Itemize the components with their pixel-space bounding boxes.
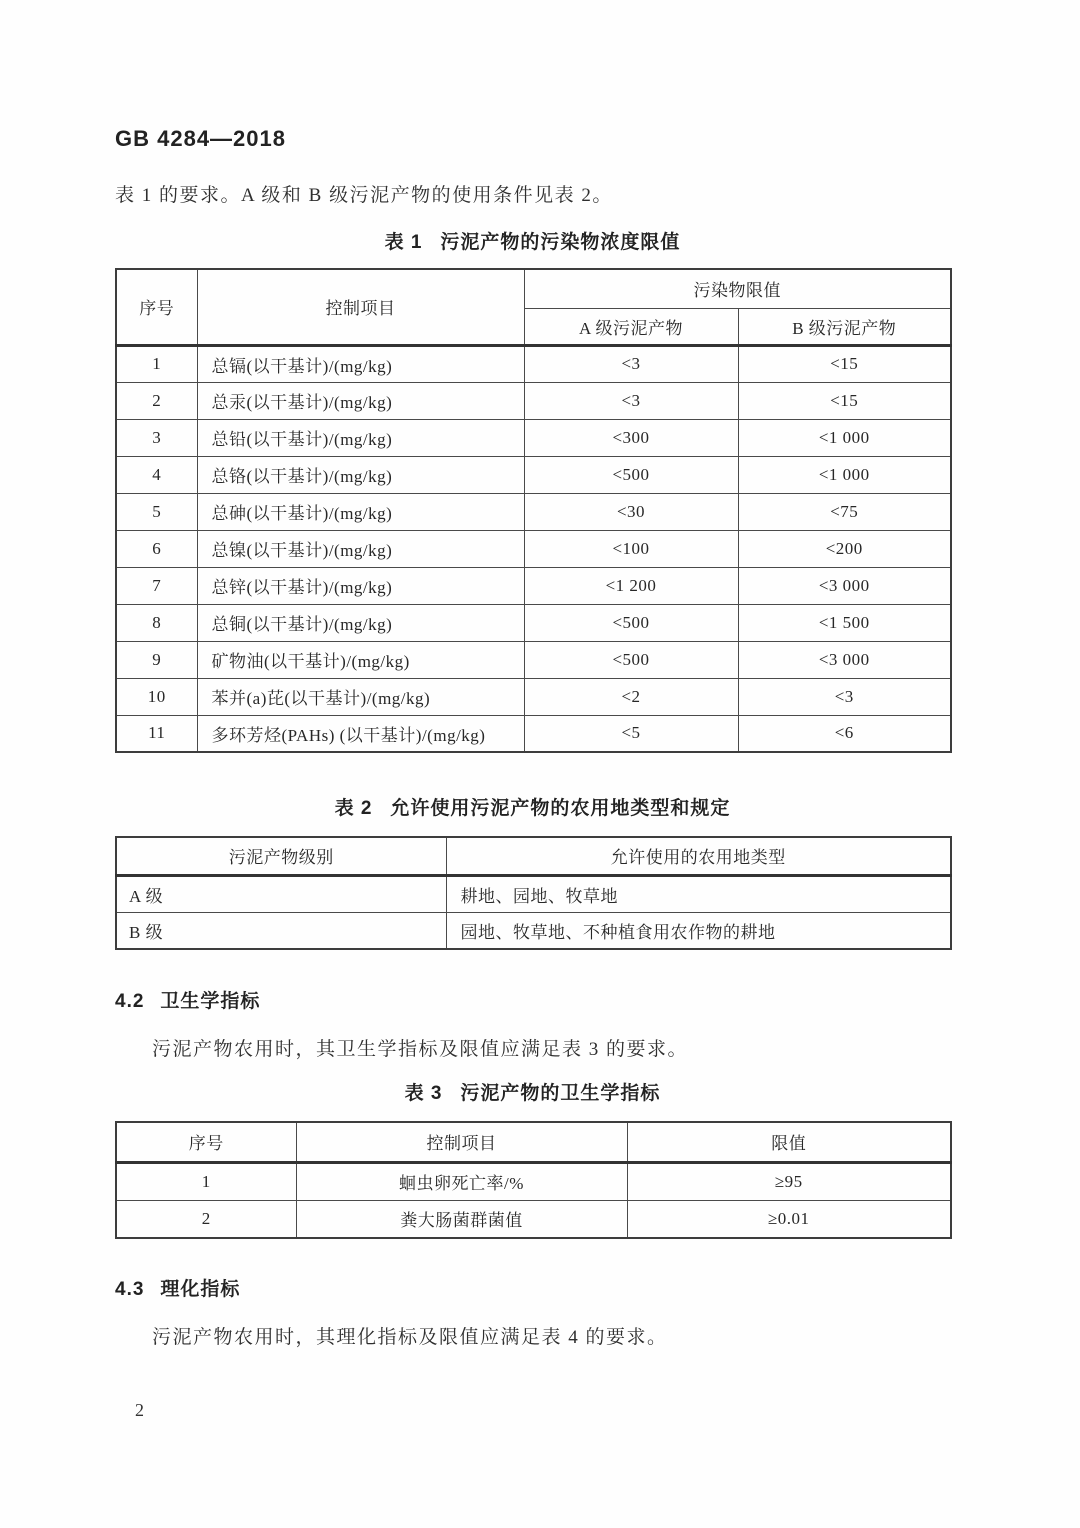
- table-row: [116, 382, 951, 419]
- table1-caption: [115, 227, 950, 254]
- cell-no: 8: [116, 604, 197, 641]
- cell-limit: ≥0.01: [627, 1200, 951, 1238]
- cell-class-a: <3: [524, 345, 738, 382]
- section-number: 4.3: [115, 1279, 145, 1300]
- doc-code: GB 4284—2018: [115, 126, 286, 151]
- cell-item: 总汞(以干基计)/(mg/kg): [197, 382, 524, 419]
- cell-class-a: <500: [524, 604, 738, 641]
- section-title: 卫生学指标: [160, 991, 261, 1012]
- table-row: [116, 715, 951, 752]
- cell-class-b: <3: [738, 678, 951, 715]
- cell-land: 耕地、园地、牧草地: [446, 875, 951, 912]
- header-item: 控制项目: [296, 1122, 627, 1162]
- header-class-a: A 级污泥产物: [524, 308, 738, 345]
- table-row: [116, 1200, 951, 1238]
- cell-item: 总砷(以干基计)/(mg/kg): [197, 493, 524, 530]
- cell-class-a: <500: [524, 641, 738, 678]
- intro-paragraph: 表 1 的要求。A 级和 B 级污泥产物的使用条件见表 2。: [115, 185, 613, 206]
- table3-caption: [115, 1078, 950, 1105]
- cell-class-a: <3: [524, 382, 738, 419]
- cell-class-b: <1 000: [738, 419, 951, 456]
- cell-item: 总镍(以干基计)/(mg/kg): [197, 530, 524, 567]
- table-hygiene-indicators: [115, 1121, 952, 1239]
- cell-class-b: <3 000: [738, 641, 951, 678]
- section-4-2-heading: [115, 986, 260, 1013]
- cell-land: 园地、牧草地、不种植食用农作物的耕地: [446, 912, 951, 949]
- table-row: [116, 912, 951, 949]
- table1-header-row-1: [116, 269, 951, 308]
- table3-caption-title: 污泥产物的卫生学指标: [460, 1083, 661, 1104]
- section-4-3-paragraph: 污泥产物农用时，其理化指标及限值应满足表 4 的要求。: [152, 1327, 668, 1348]
- cell-class-a: <5: [524, 715, 738, 752]
- page-number: 2: [135, 1400, 144, 1420]
- cell-class-a: <1 200: [524, 567, 738, 604]
- table-row: [116, 567, 951, 604]
- section-number: 4.2: [115, 991, 145, 1012]
- cell-no: 11: [116, 715, 197, 752]
- table2-caption-title: 允许使用污泥产物的农用地类型和规定: [390, 798, 731, 819]
- header-grade: 污泥产物级别: [116, 837, 446, 875]
- table2-caption-label: 表 2: [334, 798, 373, 819]
- cell-item: 总铜(以干基计)/(mg/kg): [197, 604, 524, 641]
- table-row: [116, 530, 951, 567]
- cell-item: 多环芳烃(PAHs) (以干基计)/(mg/kg): [197, 715, 524, 752]
- table2-header-row: [116, 837, 951, 875]
- cell-no: 2: [116, 1200, 296, 1238]
- cell-no: 9: [116, 641, 197, 678]
- cell-item: 苯并(a)芘(以干基计)/(mg/kg): [197, 678, 524, 715]
- header-no: 序号: [116, 269, 197, 345]
- table1-caption-label: 表 1: [384, 232, 423, 253]
- cell-class-b: <3 000: [738, 567, 951, 604]
- cell-item: 矿物油(以干基计)/(mg/kg): [197, 641, 524, 678]
- table-row: [116, 456, 951, 493]
- table-row: [116, 678, 951, 715]
- header-class-b: B 级污泥产物: [738, 308, 951, 345]
- cell-no: 2: [116, 382, 197, 419]
- table3-header-row: [116, 1122, 951, 1162]
- cell-class-b: <200: [738, 530, 951, 567]
- cell-item: 粪大肠菌群菌值: [296, 1200, 627, 1238]
- cell-no: 1: [116, 345, 197, 382]
- cell-grade: A 级: [116, 875, 446, 912]
- cell-limit: ≥95: [627, 1162, 951, 1200]
- section-4-2-paragraph: 污泥产物农用时，其卫生学指标及限值应满足表 3 的要求。: [152, 1039, 689, 1060]
- table-land-types: [115, 836, 952, 950]
- header-item: 控制项目: [197, 269, 524, 345]
- table3-caption-label: 表 3: [404, 1083, 443, 1104]
- cell-item: 总镉(以干基计)/(mg/kg): [197, 345, 524, 382]
- section-4-3-heading: [115, 1274, 240, 1301]
- cell-class-a: <30: [524, 493, 738, 530]
- cell-no: 6: [116, 530, 197, 567]
- header-limit: 限值: [627, 1122, 951, 1162]
- table-row: [116, 1162, 951, 1200]
- cell-no: 4: [116, 456, 197, 493]
- cell-no: 5: [116, 493, 197, 530]
- cell-class-a: <300: [524, 419, 738, 456]
- cell-no: 3: [116, 419, 197, 456]
- table-row: [116, 345, 951, 382]
- cell-class-a: <2: [524, 678, 738, 715]
- cell-class-b: <6: [738, 715, 951, 752]
- cell-item: 总锌(以干基计)/(mg/kg): [197, 567, 524, 604]
- cell-no: 1: [116, 1162, 296, 1200]
- table-pollutant-limits: [115, 268, 952, 753]
- table-row: [116, 641, 951, 678]
- cell-item: 总铬(以干基计)/(mg/kg): [197, 456, 524, 493]
- table2-caption: [115, 793, 950, 820]
- header-no: 序号: [116, 1122, 296, 1162]
- cell-class-b: <15: [738, 382, 951, 419]
- table-row: [116, 875, 951, 912]
- table-row: [116, 419, 951, 456]
- header-limit-group: 污染物限值: [524, 269, 951, 308]
- section-title: 理化指标: [160, 1279, 241, 1300]
- cell-no: 7: [116, 567, 197, 604]
- cell-class-a: <100: [524, 530, 738, 567]
- cell-class-b: <1 500: [738, 604, 951, 641]
- cell-class-b: <15: [738, 345, 951, 382]
- cell-class-b: <75: [738, 493, 951, 530]
- cell-grade: B 级: [116, 912, 446, 949]
- cell-no: 10: [116, 678, 197, 715]
- header-land: 允许使用的农用地类型: [446, 837, 951, 875]
- cell-item: 总铅(以干基计)/(mg/kg): [197, 419, 524, 456]
- cell-item: 蛔虫卵死亡率/%: [296, 1162, 627, 1200]
- table-row: [116, 604, 951, 641]
- table1-caption-title: 污泥产物的污染物浓度限值: [440, 232, 681, 253]
- table-row: [116, 493, 951, 530]
- cell-class-b: <1 000: [738, 456, 951, 493]
- cell-class-a: <500: [524, 456, 738, 493]
